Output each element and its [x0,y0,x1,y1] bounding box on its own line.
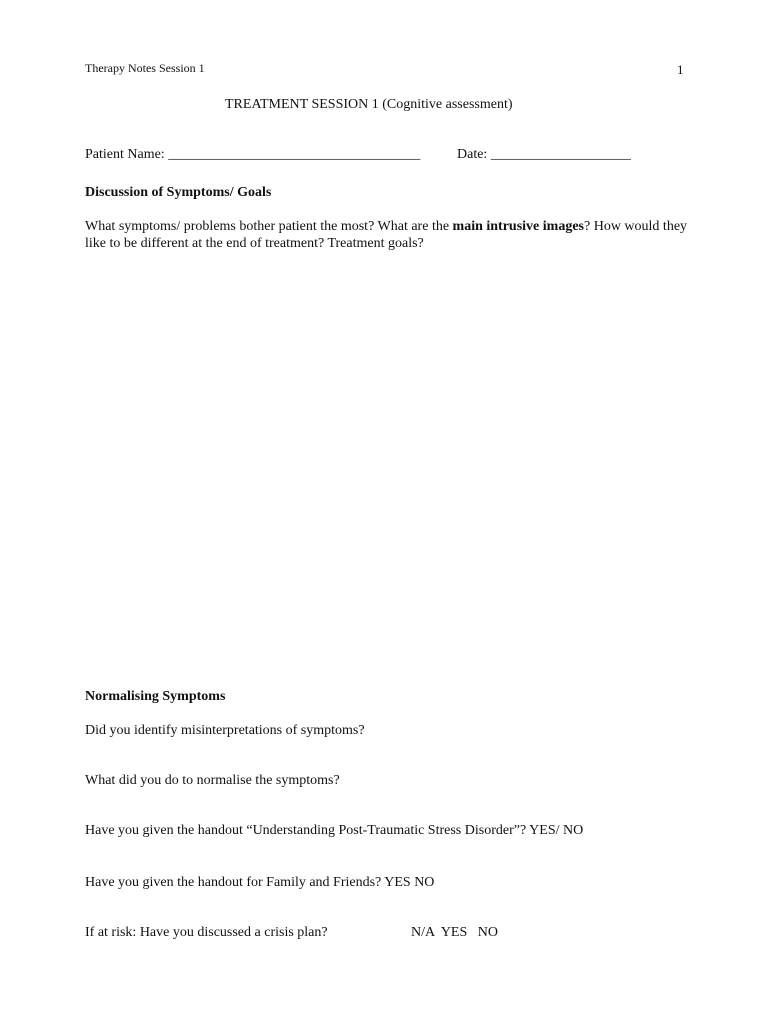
question-family-handout: Have you given the handout for Family and Friends? YES NO [85,875,435,890]
symptoms-question-part2: ? How would they like to be different at the end of treatment? Treatment goals? [85,219,688,251]
section-heading-normalising: Normalising Symptoms [85,689,226,704]
crisis-plan-options: N/A YES NO [411,925,498,940]
question-normalise: What did you do to normalise the symptoms? [85,773,340,788]
date-field: Date: ____________________ [457,147,631,162]
running-header: Therapy Notes Session 1 [85,61,205,75]
question-misinterpretations: Did you identify misinterpretations of symptoms? [85,723,365,738]
question-crisis-plan: If at risk: Have you discussed a crisis plan? [85,925,328,940]
page-title: TREATMENT SESSION 1 (Cognitive assessment) [225,97,513,112]
patient-name-field: Patient Name: ____________________________________ [85,147,421,162]
symptoms-question-part1: What symptoms/ problems bother patient the most? What are the [85,219,453,234]
section-heading-symptoms-goals: Discussion of Symptoms/ Goals [85,185,272,200]
page-number: 1 [677,62,684,77]
symptoms-question-emphasis: main intrusive images [452,219,584,234]
question-ptsd-handout: Have you given the handout “Understanding Post-Traumatic Stress Disorder”? YES/ NO [85,823,584,838]
symptoms-question [85,218,690,252]
